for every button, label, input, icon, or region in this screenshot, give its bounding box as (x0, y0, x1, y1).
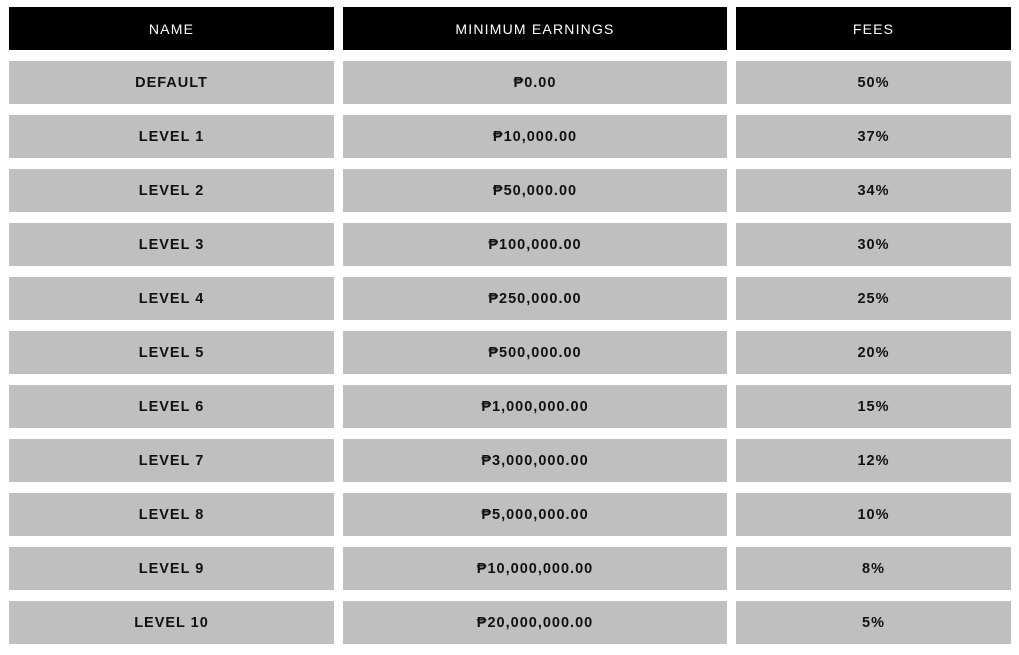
cell-minimum-earnings: ₱0.00 (343, 61, 727, 104)
cell-fees: 30% (736, 223, 1011, 266)
fee-levels-table (9, 7, 1011, 655)
header-name: NAME (9, 7, 334, 50)
cell-name: LEVEL 2 (9, 169, 334, 212)
cell-fees: 5% (736, 601, 1011, 644)
cell-name: LEVEL 6 (9, 385, 334, 428)
cell-name: LEVEL 8 (9, 493, 334, 536)
cell-fees: 20% (736, 331, 1011, 374)
cell-fees: 37% (736, 115, 1011, 158)
cell-minimum-earnings: ₱100,000.00 (343, 223, 727, 266)
table-row (9, 277, 1011, 320)
cell-minimum-earnings: ₱3,000,000.00 (343, 439, 727, 482)
cell-name: LEVEL 9 (9, 547, 334, 590)
cell-fees: 34% (736, 169, 1011, 212)
table-row (9, 115, 1011, 158)
cell-minimum-earnings: ₱50,000.00 (343, 169, 727, 212)
cell-minimum-earnings: ₱10,000,000.00 (343, 547, 727, 590)
table-row (9, 385, 1011, 428)
cell-name: LEVEL 10 (9, 601, 334, 644)
cell-fees: 25% (736, 277, 1011, 320)
table-row (9, 439, 1011, 482)
cell-minimum-earnings: ₱500,000.00 (343, 331, 727, 374)
cell-fees: 15% (736, 385, 1011, 428)
table-row (9, 547, 1011, 590)
header-fees: FEES (736, 7, 1011, 50)
cell-minimum-earnings: ₱10,000.00 (343, 115, 727, 158)
cell-minimum-earnings: ₱1,000,000.00 (343, 385, 727, 428)
table-row (9, 61, 1011, 104)
table-row (9, 169, 1011, 212)
table-row (9, 223, 1011, 266)
cell-minimum-earnings: ₱20,000,000.00 (343, 601, 727, 644)
cell-fees: 12% (736, 439, 1011, 482)
table-row (9, 493, 1011, 536)
cell-fees: 8% (736, 547, 1011, 590)
cell-name: LEVEL 5 (9, 331, 334, 374)
header-minimum-earnings: MINIMUM EARNINGS (343, 7, 727, 50)
cell-name: DEFAULT (9, 61, 334, 104)
table-row (9, 331, 1011, 374)
table-row (9, 601, 1011, 644)
cell-minimum-earnings: ₱5,000,000.00 (343, 493, 727, 536)
table-header-row (9, 7, 1011, 50)
cell-minimum-earnings: ₱250,000.00 (343, 277, 727, 320)
cell-name: LEVEL 4 (9, 277, 334, 320)
cell-name: LEVEL 3 (9, 223, 334, 266)
cell-name: LEVEL 7 (9, 439, 334, 482)
cell-fees: 50% (736, 61, 1011, 104)
cell-name: LEVEL 1 (9, 115, 334, 158)
cell-fees: 10% (736, 493, 1011, 536)
